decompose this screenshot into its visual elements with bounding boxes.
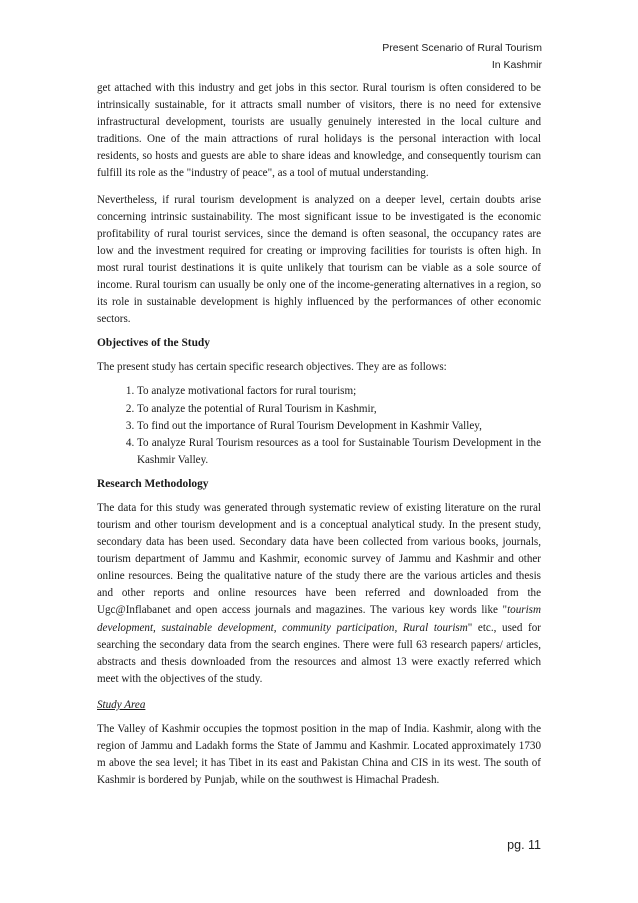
paragraph-methodology — [97, 500, 541, 688]
header-title: Present Scenario of Rural Tourism — [382, 42, 542, 54]
objective-item: 4. To analyze Rural Tourism resources as a tool for Sustainable Tourism Development in the Kashmir Valley. — [137, 435, 541, 469]
section-heading-methodology: Research Methodology — [97, 477, 209, 490]
section-heading-study-area: Study Area — [97, 698, 146, 711]
page-content — [97, 80, 541, 789]
paragraph-economic-profitability: Nevertheless, if rural tourism development is analyzed on a deeper level, certain doubts arise concerning intrinsic sustainability. The most significant issue to be investigated is the economic profitability of rural tourist services, since the demand is often seasonal, the occupancy rates are low and the investment required for creating or improving facilities for tourists is often high. In most rural tourist destinations it is quite unlikely that tourism can be viable as a sole source of income. Rural tourism can usually be only one of the income-generating alternatives in a region, so its role in sustainable development is highly influenced by the performances of other economic sectors. — [97, 193, 541, 326]
header-subtitle: In Kashmir — [491, 59, 542, 71]
objective-item: 3. To find out the importance of Rural Tourism Development in Kashmir Valley, — [137, 418, 541, 435]
objective-item: 1. To analyze motivational factors for rural tourism; — [137, 383, 541, 400]
paragraph-rural-tourism-sustainability: get attached with this industry and get jobs in this sector. Rural tourism is often considered to be intrinsically sustainable, for it attracts small number of visitors, there is no need for extensive infrastructural development, tourists are usually genuinely interested in the local culture and traditions. One of the main attractions of rural holidays is the personal interaction with local residents, so hosts and guests are able to share ideas and knowledge, and consequently tourism can fulfill its role as the "industry of peace", as a tool of mutual understanding. — [97, 82, 541, 180]
section-heading-objectives: Objectives of the Study — [97, 337, 210, 350]
objectives-list — [97, 383, 541, 468]
page-number: pg. 11 — [507, 838, 541, 852]
methodology-keywords: tourism development, sustainable development, community participation, Rural tourism — [97, 604, 541, 634]
methodology-text-part2: " etc., used for searching the secondary data from the search engines. There were full 63 research papers/ articles, abstracts and thesis downloaded from the resources and almost 13 were exactly referred which meet with the objectives of the study. — [97, 621, 541, 685]
paragraph-study-area: The Valley of Kashmir occupies the topmost position in the map of India. Kashmir, along with the region of Jammu and Ladakh forms the State of Jammu and Kashmir. Located approximately 1730 m above the sea level; it has Tibet in its east and Pakistan China and CIS in its west. The south of Kashmir is bordered by Punjab, while on the southwest is Himachal Pradesh. — [97, 722, 541, 787]
objective-item: 2. To analyze the potential of Rural Tourism in Kashmir, — [137, 401, 541, 418]
running-header — [382, 40, 542, 74]
objectives-intro: The present study has certain specific research objectives. They are as follows: — [97, 361, 447, 374]
methodology-text-part1: The data for this study was generated through systematic review of existing literature on the rural tourism and other tourism development and is a conceptual analytical study. In the present study, secondary data has been used. Secondary data have been collected from various books, journals, tourism department of Jammu and Kashmir, economic survey of Jammu and Kashmir and other online resources. Being the qualitative nature of the study there are the various articles and thesis and other reports and online resources have been referred and downloaded from the Ugc@Inflabanet and open access journals and magazines. The various key words like " — [97, 501, 541, 617]
